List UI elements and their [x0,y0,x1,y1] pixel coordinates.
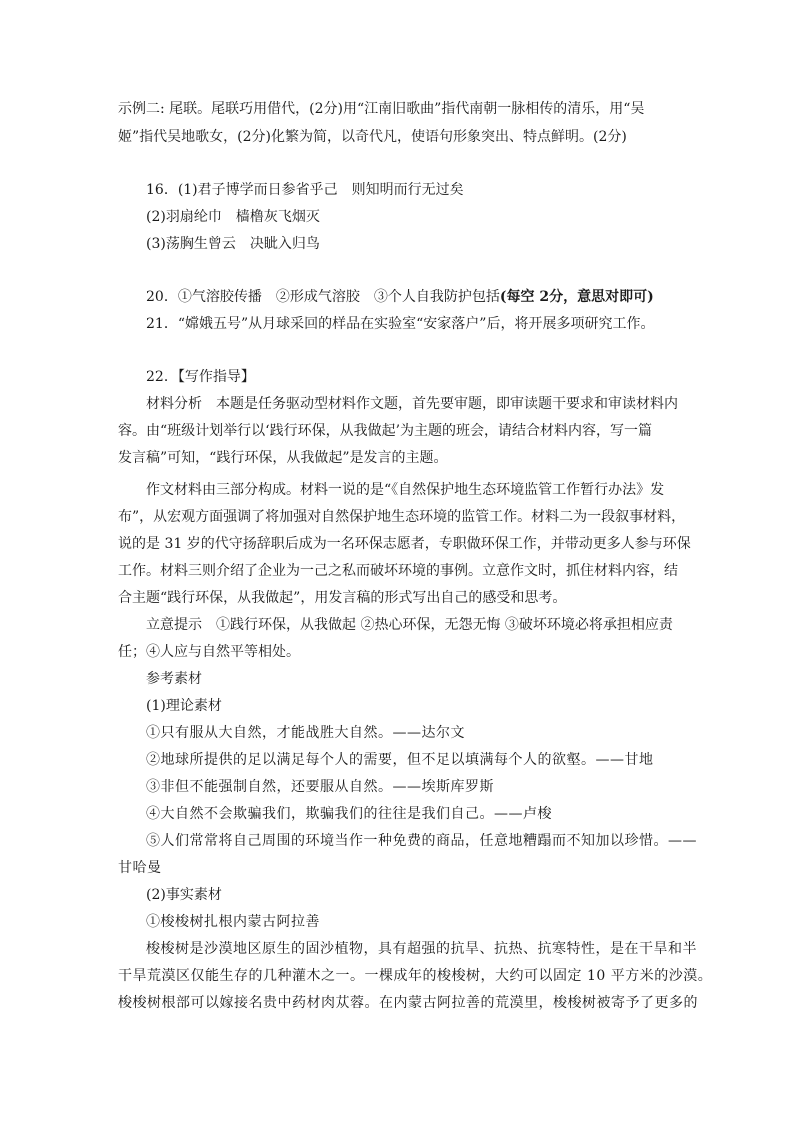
q22-fact-title: (2)事实素材 [146,887,222,903]
q22-ideas-line1: 立意提示 ①践行环保，从我做起 ②热心环保，无怨无悔 ③破坏环境必将承担相应责 [146,617,673,633]
q22-theory-title: (1)理论素材 [146,698,222,714]
q16-line2: (2)羽扇纶巾 樯橹灰飞烟灭 [146,209,320,225]
example2-line2: 姬”指代吴地歌女，(2分)化繁为简，以奇代凡，使语句形象突出、特点鲜明。(2分) [118,129,627,145]
q22-heading: 22．【写作指导】 [146,369,255,385]
q16-line1: 16．(1)君子博学而日参省乎己 则知明而行无过矣 [146,182,464,198]
q22-composition-line4: 工作。材料三则介绍了企业为一己之私而破坏环境的事例。立意作文时，抓住材料内容，结 [118,563,678,579]
q22-fact-line3: 梭梭树根部可以嫁接名贵中药材肉苁蓉。在内蒙古阿拉善的荒漠里，梭梭树被寄予了更多的 [118,995,698,1011]
example2-line1: 示例二: 尾联。尾联巧用借代，(2分)用“江南旧歌曲”指代南朝一脉相传的清乐，用“吴 [118,101,645,117]
q22-fact-subtitle: ①梭梭树扎根内蒙古阿拉善 [146,914,320,930]
q22-fact-line2: 干旱荒漠区仅能生存的几种灌木之一。一棵成年的梭梭树，大约可以固定 10 平方米的沙漠。 [118,968,713,984]
q22-quote-5-author: 甘哈曼 [118,860,162,876]
q16-line3: (3)荡胸生曾云 决眦入归鸟 [146,236,320,252]
q22-analysis-line3: 发言稿”可知，“践行环保，从我做起”是发言的主题。 [118,450,448,466]
q20-line [146,287,654,307]
q22-analysis-line1: 材料分析 本题是任务驱动型材料作文题，首先要审题，即审读题干要求和审读材料内 [146,396,678,412]
q22-quote-2: ②地球所提供的足以满足每个人的需要，但不足以填满每个人的欲壑。——甘地 [146,752,654,768]
q22-composition-line2: 布”，从宏观方面强调了将加强对自然保护地生态环境的监管工作。材料二为一段叙事材料， [118,509,686,525]
q22-quote-4: ④大自然不会欺骗我们，欺骗我们的往往是我们自己。——卢梭 [146,806,552,822]
q22-composition-line5: 合主题“践行环保，从我做起”，用发言稿的形式写出自己的感受和思考。 [118,590,567,606]
q22-composition-line1: 作文材料由三部分构成。材料一说的是“《自然保护地生态环境监管工作暂行办法》发 [146,482,665,498]
q22-analysis-line2: 容。由“班级计划举行以‘践行环保，从我做起’为主题的班会，请结合材料内容，写一篇 [118,423,653,439]
q22-quote-1: ①只有服从大自然，才能战胜大自然。——达尔文 [146,725,465,741]
q22-composition-line3: 说的是 31 岁的代守扬辞职后成为一名环保志愿者，专职做环保工作，并带动更多人参与环保 [118,536,691,552]
q21-line: 21．“嫦娥五号”从月球采回的样品在实验室“安家落户”后，将开展多项研究工作。 [146,316,655,332]
q20-score-note: (每空 2分，意思对即可) [499,289,654,305]
q22-reference-title: 参考素材 [146,671,202,687]
q20-answers: 20．①气溶胶传播 ②形成气溶胶 ③个人自我防护包括 [146,289,500,305]
q22-ideas-line2: 任；④人应与自然平等相处。 [118,644,300,660]
q22-fact-line1: 梭梭树是沙漠地区原生的固沙植物，具有超强的抗旱、抗热、抗寒特性，是在干旱和半 [146,941,697,957]
q22-quote-5: ⑤人们常常将自己周围的环境当作一种免费的商品，任意地糟蹋而不知加以珍惜。—— [146,833,697,849]
q22-quote-3: ③非但不能强制自然，还要服从自然。——埃斯库罗斯 [146,779,494,795]
